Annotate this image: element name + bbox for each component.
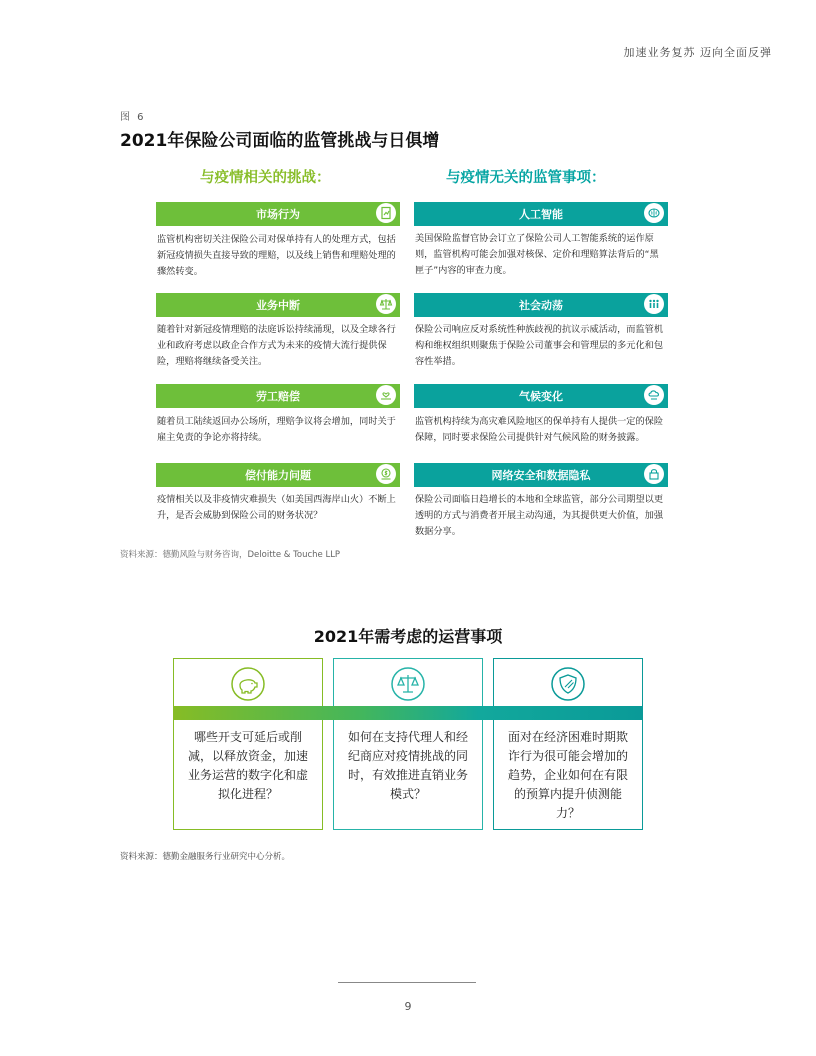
heading-label: 业务中断 <box>256 299 300 312</box>
operations-card-text: 哪些开支可延后或削减，以释放资金，加速业务运营的数字化和虚拟化进程？ <box>188 730 309 801</box>
figure-title: 2021年保险公司面临的监管挑战与日俱增 <box>120 131 440 151</box>
running-header: 加速业务复苏 迈向全面反弹 <box>623 46 772 59</box>
cybersecurity-heading-bar <box>414 463 668 487</box>
document-chart-icon <box>376 203 396 223</box>
ai-text: 美国保险监督官协会订立了保险公司人工智能系统的运作原则，监管机构可能会加强对核保、定价和理赔算法背后的“黑匣子”内容的审查力度。 <box>415 233 659 276</box>
operations-source: 资料来源：德勤金融服务行业研究中心分析。 <box>120 852 291 862</box>
heading-label: 网络安全和数据隐私 <box>491 469 591 482</box>
people-group-icon <box>644 294 664 314</box>
operations-card-text: 如何在支持代理人和经纪商应对疫情挑战的同时，有效推进直销业务模式？ <box>348 730 469 801</box>
market-conduct-heading-bar <box>156 202 400 226</box>
ai-heading-bar <box>414 202 668 226</box>
climate-heading-bar <box>414 384 668 408</box>
heading-label: 劳工赔偿 <box>256 390 300 403</box>
figure-source: 资料来源：德勤风险与财务咨询，Deloitte & Touche LLP <box>120 550 341 560</box>
heading-label: 人工智能 <box>519 208 563 221</box>
piggy-bank-icon <box>230 666 266 702</box>
solvency-heading-bar <box>156 463 400 487</box>
dollar-coin-icon <box>376 464 396 484</box>
business-interruption-text: 随着针对新冠疫情理赔的法庭诉讼持续涌现，以及全球各行业和政府考虑以政企合作方式为未来的疫情大流行提供保险，理赔将继续备受关注。 <box>157 324 396 367</box>
heading-label: 偿付能力问题 <box>245 469 311 482</box>
cloud-rain-icon <box>644 385 664 405</box>
operations-card-text: 面对在经济困难时期欺诈行为很可能会增加的趋势，企业如何在有限的预算内提升侦测能力？ <box>508 730 629 820</box>
figure-label: 图 6 <box>120 112 146 123</box>
shield-icon <box>550 666 586 702</box>
cybersecurity-text: 保险公司面临日趋增长的本地和全球监管，部分公司期望以更透明的方式与消费者开展主动沟通，为其提供更大价值，加强数据分享。 <box>415 494 664 537</box>
hand-heart-icon <box>376 385 396 405</box>
scales-icon <box>376 294 396 314</box>
gradient-divider-bar <box>173 706 643 720</box>
social-unrest-heading-bar <box>414 293 668 317</box>
workers-comp-text: 随着员工陆续返回办公场所，理赔争议将会增加，同时关于雇主免责的争论亦将持续。 <box>157 416 396 443</box>
heading-label: 社会动荡 <box>519 299 563 312</box>
left-column-title: 与疫情相关的挑战： <box>200 170 331 186</box>
heading-label: 市场行为 <box>256 208 300 221</box>
scales-icon <box>390 666 426 702</box>
brain-icon <box>644 203 664 223</box>
page-number: 9 <box>404 1000 412 1013</box>
social-unrest-text: 保险公司响应反对系统性种族歧视的抗议示威活动，而监管机构和维权组织则聚焦于保险公司董事会和管理层的多元化和包容性举措。 <box>415 324 664 367</box>
climate-text: 监管机构持续为高灾难风险地区的保单持有人提供一定的保险保障，同时要求保险公司提供针对气候风险的财务披露。 <box>415 416 664 443</box>
footer-divider <box>338 982 476 983</box>
lock-icon <box>644 464 664 484</box>
workers-comp-heading-bar <box>156 384 400 408</box>
right-column-title: 与疫情无关的监管事项： <box>446 170 606 186</box>
solvency-text: 疫情相关以及非疫情灾难损失（如美国西海岸山火）不断上升，是否会威胁到保险公司的财务状况？ <box>157 494 396 521</box>
operations-title: 2021年需考虑的运营事项 <box>313 627 503 646</box>
business-interruption-heading-bar <box>156 293 400 317</box>
market-conduct-text: 监管机构密切关注保险公司对保单持有人的处理方式，包括新冠疫情损失直接导致的理赔，以及线上销售和理赔处理的骤然转变。 <box>157 234 396 277</box>
heading-label: 气候变化 <box>519 390 563 403</box>
